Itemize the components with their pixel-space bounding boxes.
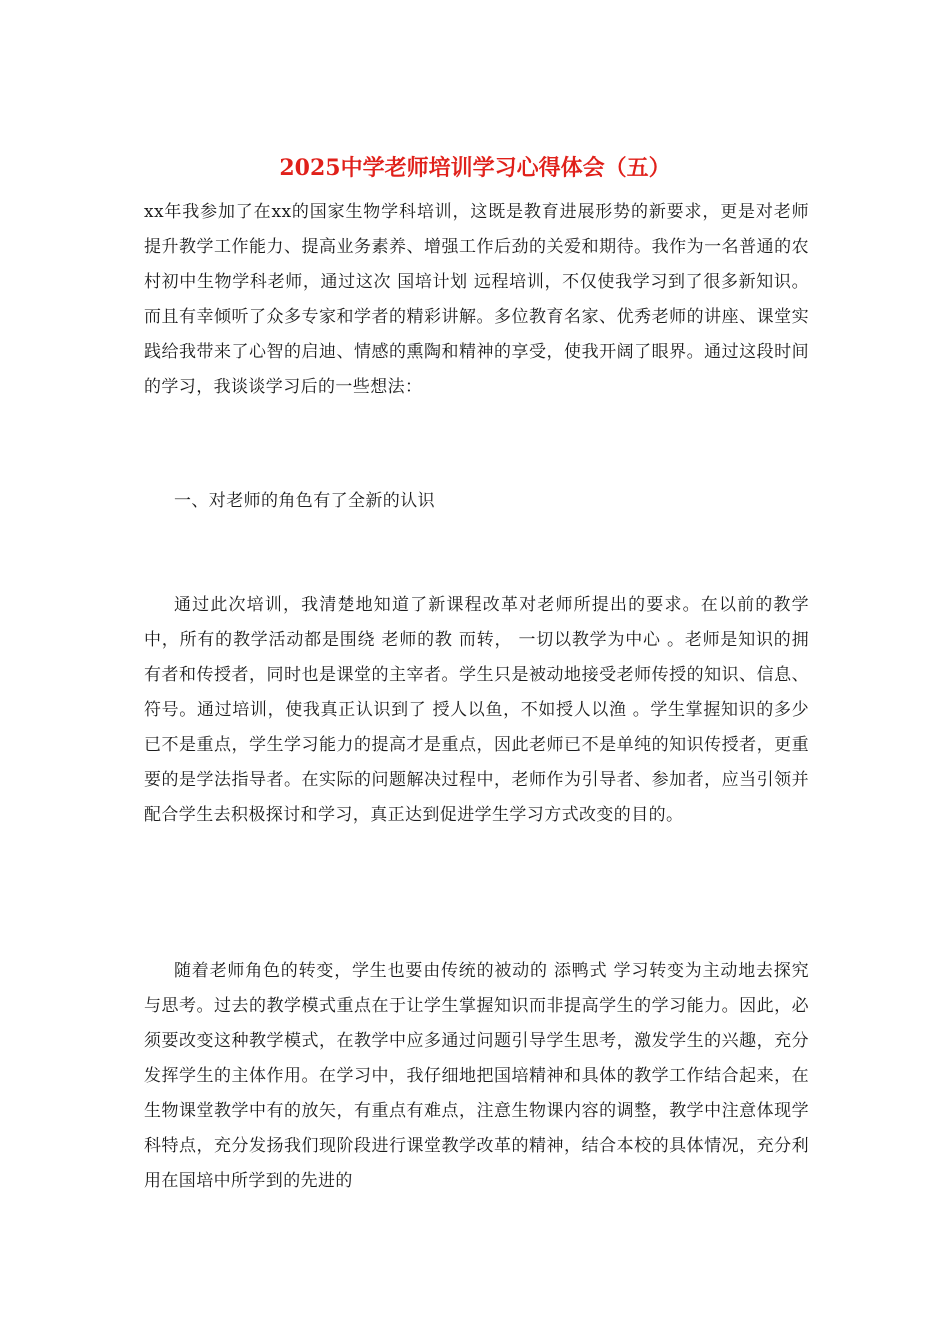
intro-paragraph: xx年我参加了在xx的国家生物学科培训，这既是教育进展形势的新要求，更是对老师提升教学工作能力、提高业务素养、增强工作后劲的关爱和期待。我作为一名普通的农村初中生物学科老师，通过这次 国培计划 远程培训，不仅使我学习到了很多新知识。而且有幸倾听了众多专家和学者的精彩讲解。多位教育名家、优秀老师的讲座、课堂实践给我带来了心智的启迪、情感的熏陶和精神的享受，使我开阔了眼界。通过这段时间的学习，我谈谈学习后的一些想法： — [144, 202, 809, 397]
document-title: 2025中学老师培训学习心得体会（五） — [279, 155, 671, 181]
section-heading: 一、对老师的角色有了全新的认识 — [174, 491, 435, 511]
body-paragraph-teacher-role: 通过此次培训，我清楚地知道了新课程改革对老师所提出的要求。在以前的教学中，所有的教学活动都是围绕 老师的教 而转， 一切以教学为中心 。老师是知识的拥有者和传授者，同时也是课堂的主宰者。学生只是被动地接受老师传授的知识、信息、符号。通过培训，使我真正认识到了 授人以鱼，不如授人以渔 。学生掌握知识的多少已不是重点，学生学习能力的提高才是重点，因此老师已不是单纯的知识传授者，更重要的是学法指导者。在实际的问题解决过程中，老师作为引导者、参加者，应当引领并配合学生去积极探讨和学习，真正达到促进学生学习方式改变的目的。 — [144, 595, 809, 825]
body-paragraph-student-role: 随着老师角色的转变，学生也要由传统的被动的 添鸭式 学习转变为主动地去探究与思考。过去的教学模式重点在于让学生掌握知识而非提高学生的学习能力。因此，必须要改变这种教学模式，在教学中应多通过问题引导学生思考，激发学生的兴趣，充分发挥学生的主体作用。在学习中，我仔细地把国培精神和具体的教学工作结合起来，在生物课堂教学中有的放矢，有重点有难点，注意生物课内容的调整，教学中注意体现学科特点，充分发扬我们现阶段进行课堂教学改革的精神，结合本校的具体情况，充分利用在国培中所学到的先进的 — [144, 961, 809, 1191]
